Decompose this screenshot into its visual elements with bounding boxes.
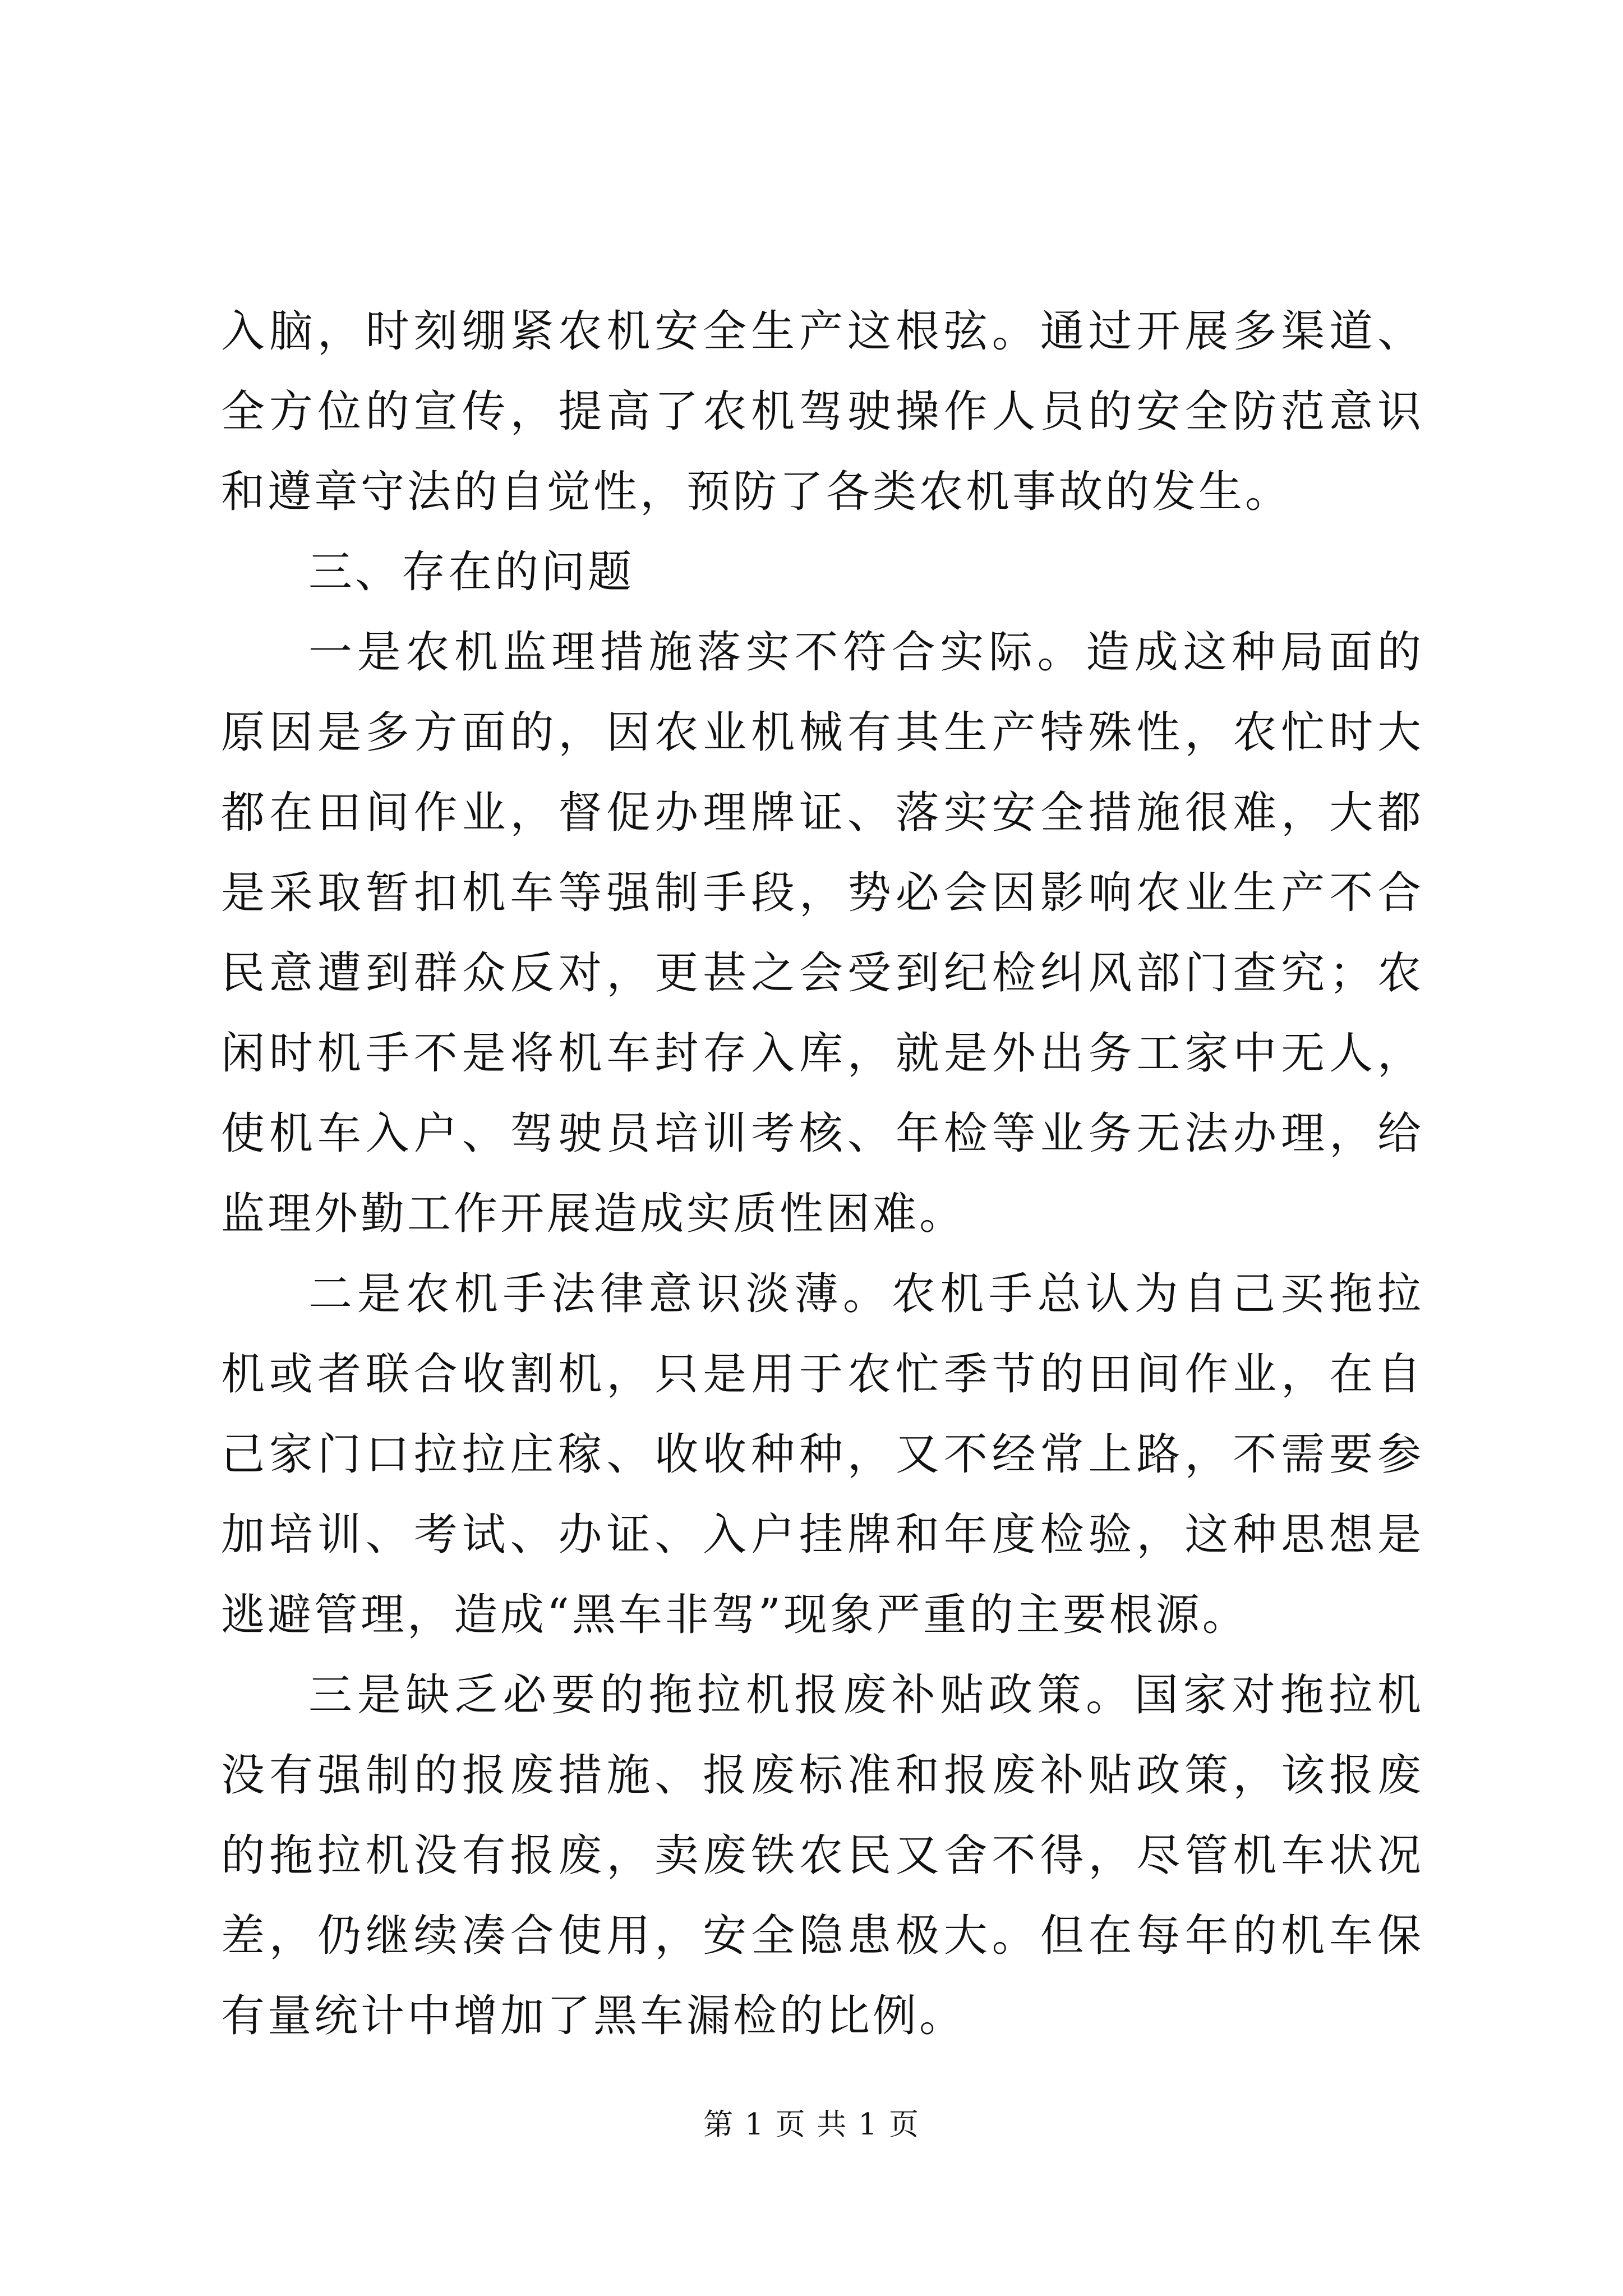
paragraph-issue-2: 二是农机手法律意识淡薄。农机手总认为自己买拖拉机或者联合收割机，只是用于农忙季节的田间作业，在自己家门口拉拉庄稼、收收种种，又不经常上路，不需要参加培训、考试、办证、入户挂牌和年度检验，这种思想是逃避管理，造成“黑车非驾”现象严重的主要根源。 (221, 1269, 1424, 1640)
section-heading-issues: 三、存在的问题 (308, 547, 635, 597)
page-footer: 第 1 页 共 1 页 (703, 2108, 920, 2142)
paragraph-continuation: 入脑，时刻绷紧农机安全生产这根弦。通过开展多渠道、全方位的宣传，提高了农机驾驶操作人员的安全防范意识和遵章守法的自觉性，预防了各类农机事故的发生。 (221, 306, 1424, 517)
paragraph-issue-3: 三是缺乏必要的拖拉机报废补贴政策。国家对拖拉机没有强制的报废措施、报废标准和报废补贴政策，该报废的拖拉机没有报废，卖废铁农民又舍不得，尽管机车状况差，仍继续凑合使用，安全隐患极大。但在每年的机车保有量统计中增加了黑车漏检的比例。 (221, 1670, 1424, 2041)
paragraph-issue-1: 一是农机监理措施落实不符合实际。造成这种局面的原因是多方面的，因农业机械有其生产特殊性，农忙时大都在田间作业，督促办理牌证、落实安全措施很难，大都是采取暂扣机车等强制手段，势必会因影响农业生产不合民意遭到群众反对，更甚之会受到纪检纠风部门查究；农闲时机手不是将机车封存入库，就是外出务工家中无人，使机车入户、驾驶员培训考核、年检等业务无法办理，给监理外勤工作开展造成实质性困难。 (221, 627, 1424, 1239)
document-body (221, 292, 1424, 2056)
